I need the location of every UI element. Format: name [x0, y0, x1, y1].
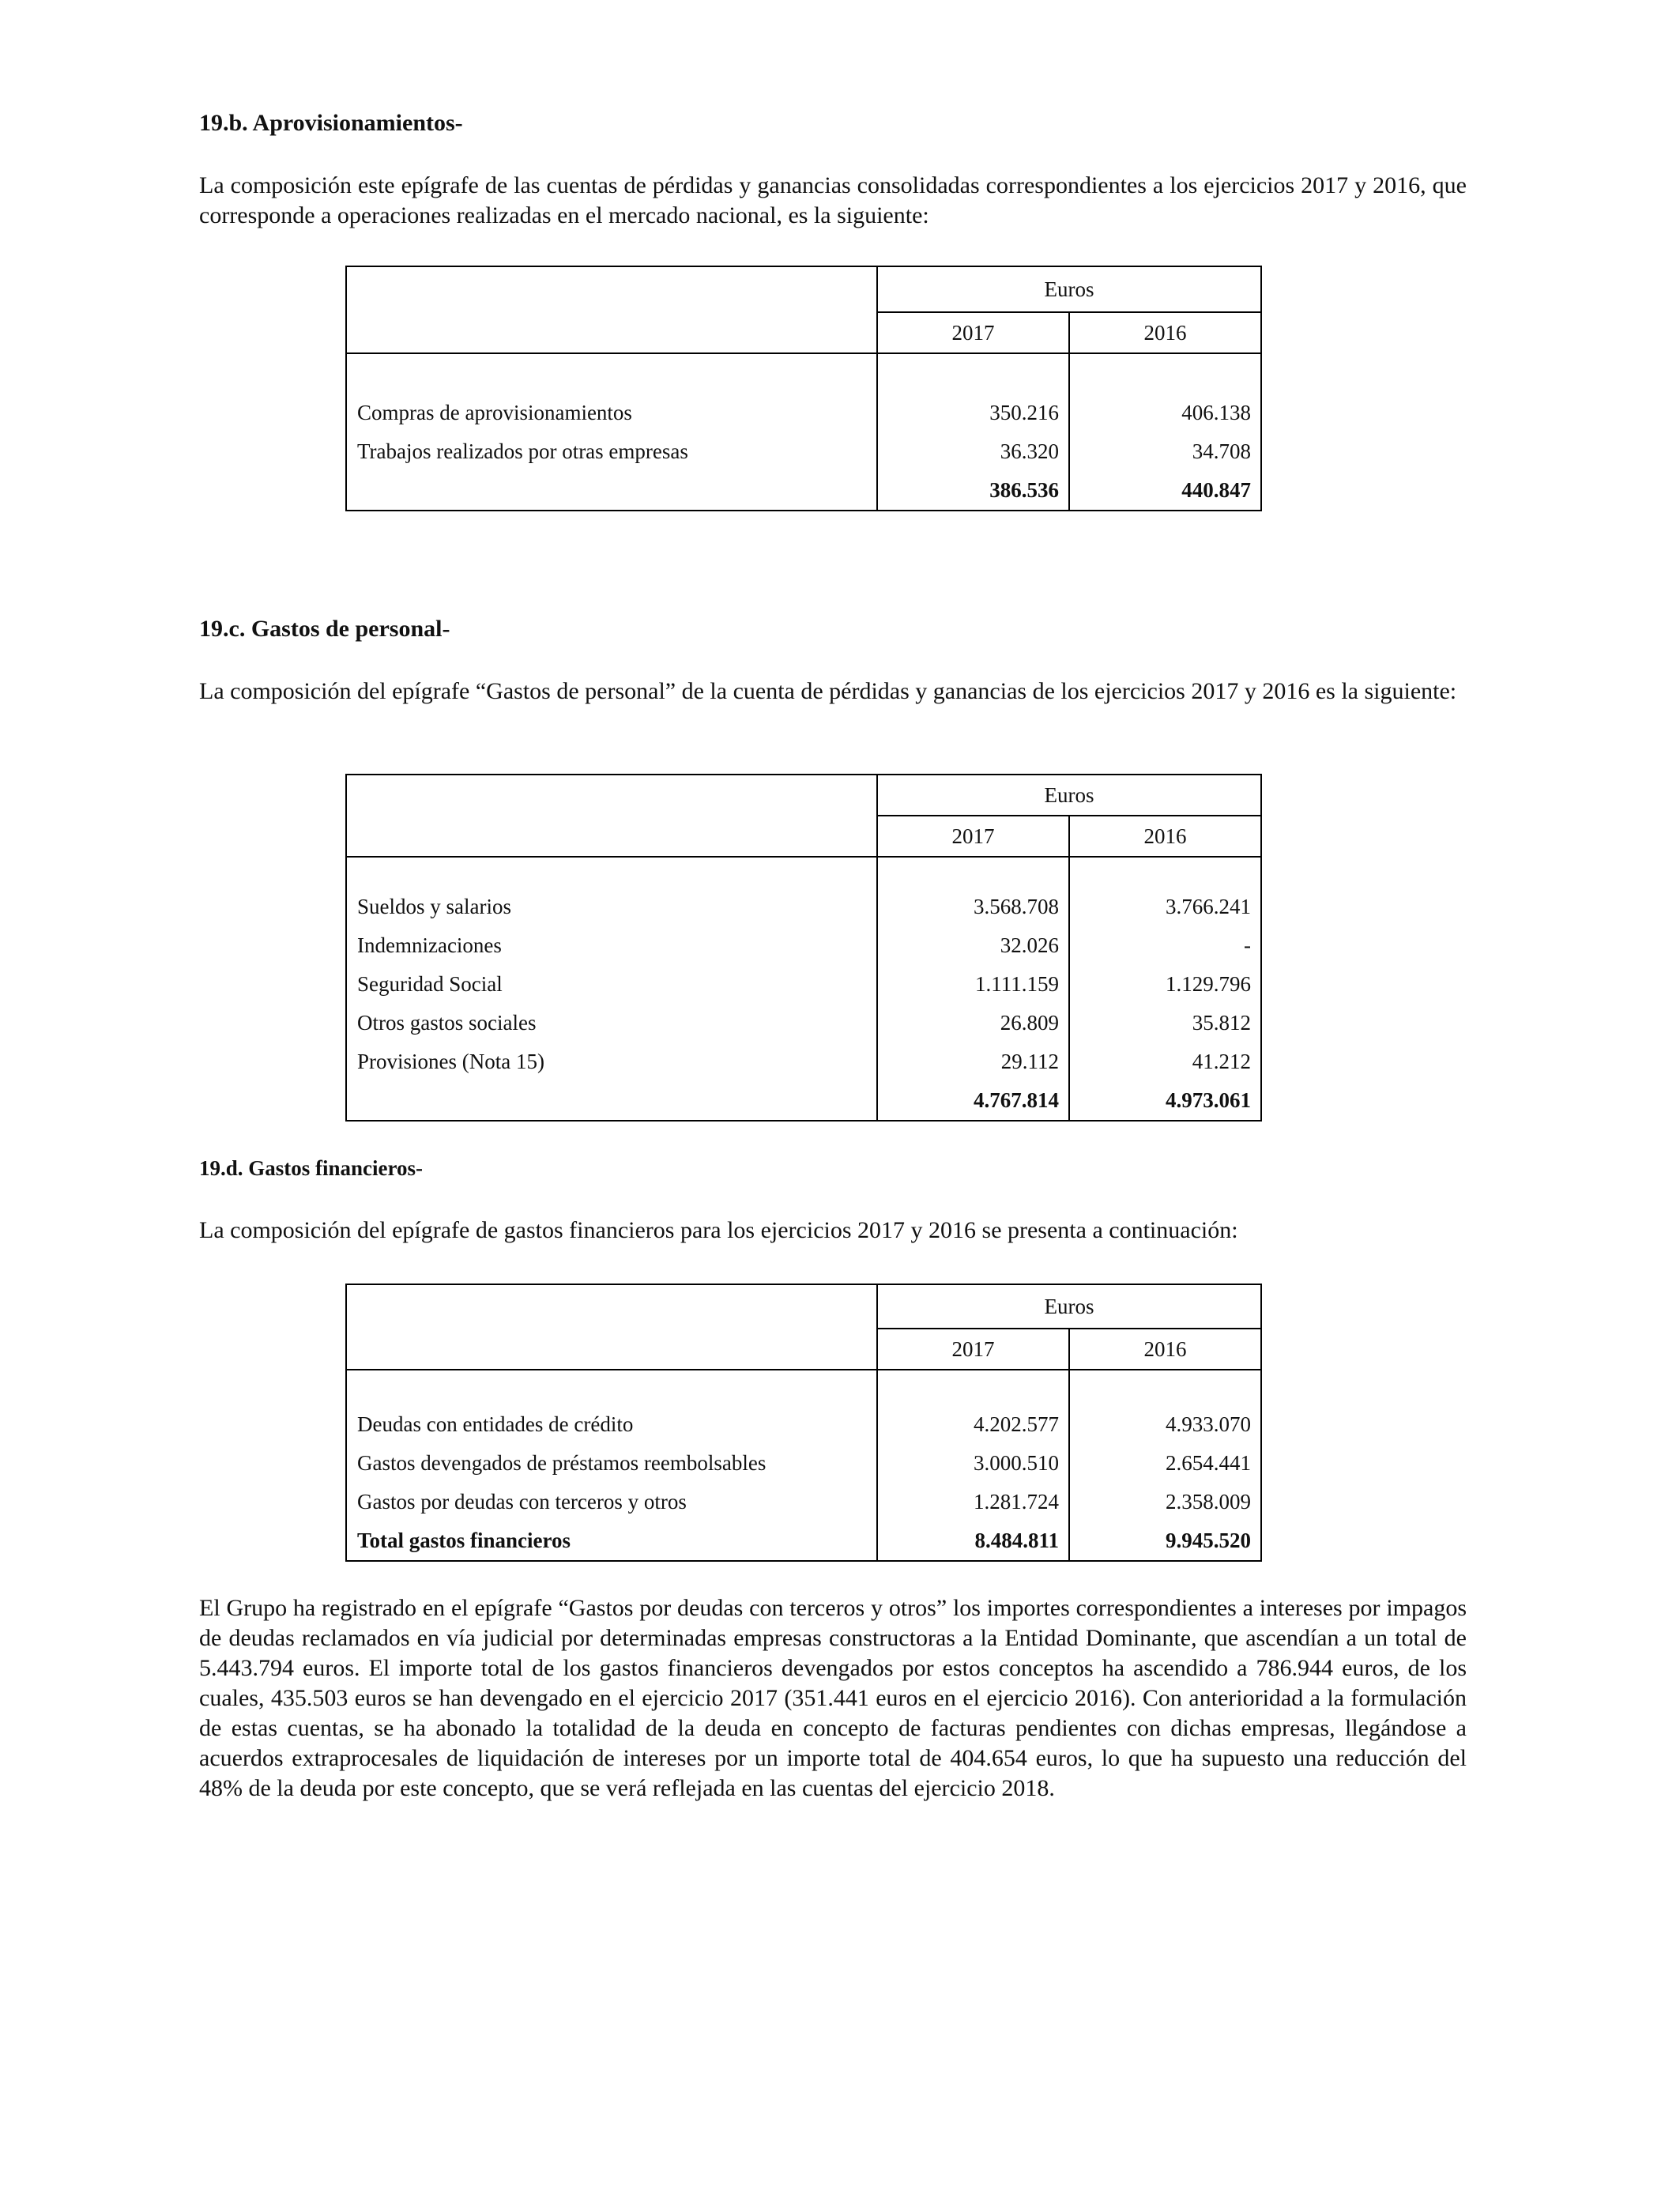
table-total-2017: 386.536	[989, 478, 1059, 502]
table-cell-2017: 3.568.708	[974, 895, 1059, 918]
table-group-header: Euros	[877, 1284, 1261, 1329]
table-row-label: Sueldos y salarios	[357, 895, 511, 918]
table-col-header-2017: 2017	[877, 1329, 1069, 1370]
table-2016-column	[1069, 1370, 1261, 1561]
table-cell-2017: 3.000.510	[974, 1451, 1059, 1475]
section-heading-aprovisionamientos: 19.b. Aprovisionamientos-	[199, 110, 463, 136]
table-row-label: Gastos devengados de préstamos reembolsables	[357, 1451, 767, 1475]
table-2017-column	[877, 857, 1069, 1121]
table-cell-2016: -	[1244, 933, 1251, 957]
table-col-header-2016: 2016	[1069, 816, 1261, 857]
table-2017-column	[877, 1370, 1069, 1561]
table-row-label: Seguridad Social	[357, 972, 503, 996]
table-group-header: Euros	[877, 775, 1261, 816]
table-cell-2017: 26.809	[1000, 1011, 1059, 1035]
table-cell-2016: 406.138	[1181, 401, 1251, 424]
table-total-2016: 9.945.520	[1166, 1529, 1251, 1552]
table-label-column	[346, 353, 877, 511]
table-row-label: Otros gastos sociales	[357, 1011, 537, 1035]
table-cell-2016: 41.212	[1192, 1050, 1251, 1073]
table-col-header-2016: 2016	[1069, 1329, 1261, 1370]
table-group-header: Euros	[877, 266, 1261, 312]
table-cell-2016: 34.708	[1192, 439, 1251, 463]
table-cell-2017: 350.216	[989, 401, 1059, 424]
table-cell-2016: 1.129.796	[1166, 972, 1251, 996]
table-total-label: Total gastos financieros	[357, 1529, 571, 1552]
closing-paragraph: El Grupo ha registrado en el epígrafe “Gastos por deudas con terceros y otros” los importes correspondientes a intereses por impagos de deudas reclamados en vía judicial por determinadas empresas constructoras a la Entidad Dominante, que ascendían a un total de 5.443.794 euros. El importe total de los gastos financieros devengados por estos conceptos ha ascendido a 786.944 euros, de los cuales, 435.503 euros se han devengado en el ejercicio 2017 (351.441 euros en el ejercicio 2016). Con anterioridad a la formulación de estas cuentas, se ha abonado la totalidad de la deuda en concepto de facturas pendientes con dichas empresas, llegándose a acuerdos extraprocesales de liquidación de intereses por un importe total de 404.654 euros, lo que ha supuesto una reducción del 48% de la deuda por este concepto, que se verá reflejada en las cuentas del ejercicio 2018.	[199, 1595, 1467, 1801]
table-total-label	[347, 1081, 876, 1120]
table-total-2017: 4.767.814	[974, 1088, 1059, 1112]
table-row-label: Gastos por deudas con terceros y otros	[357, 1490, 687, 1514]
table-col-header-2017: 2017	[877, 312, 1069, 353]
table-aprovisionamientos	[345, 266, 1262, 511]
table-corner-cell	[346, 1284, 877, 1370]
table-total-2016: 440.847	[1181, 478, 1251, 502]
table-2017-column	[877, 353, 1069, 511]
table-cell-2017: 1.281.724	[974, 1490, 1059, 1514]
table-cell-2016: 4.933.070	[1166, 1412, 1251, 1436]
table-corner-cell	[346, 266, 877, 353]
section-intro-aprovisionamientos: La composición este epígrafe de las cuentas de pérdidas y ganancias consolidadas correspondientes a los ejercicios 2017 y 2016, que corresponde a operaciones realizadas en el mercado nacional, es la siguiente:	[199, 172, 1467, 228]
table-gastos-personal	[345, 774, 1262, 1122]
table-row-label: Trabajos realizados por otras empresas	[357, 439, 688, 463]
section-intro-gastos-personal: La composición del epígrafe “Gastos de personal” de la cuenta de pérdidas y ganancias de los ejercicios 2017 y 2016 es la siguiente:	[199, 678, 1457, 704]
table-row-label: Provisiones (Nota 15)	[357, 1050, 544, 1073]
table-total-2016: 4.973.061	[1166, 1088, 1251, 1112]
table-cell-2016: 2.654.441	[1166, 1451, 1251, 1475]
table-row-label: Indemnizaciones	[357, 933, 502, 957]
section-intro-gastos-financieros: La composición del epígrafe de gastos financieros para los ejercicios 2017 y 2016 se presenta a continuación:	[199, 1217, 1238, 1243]
table-cell-2017: 32.026	[1000, 933, 1059, 957]
table-row-label: Compras de aprovisionamientos	[357, 401, 632, 424]
table-cell-2016: 3.766.241	[1166, 895, 1251, 918]
table-cell-2017: 4.202.577	[974, 1412, 1059, 1436]
table-cell-2017: 36.320	[1000, 439, 1059, 463]
table-corner-cell	[346, 775, 877, 857]
table-label-column	[346, 857, 877, 1121]
table-cell-2016: 35.812	[1192, 1011, 1251, 1035]
table-cell-2017: 1.111.159	[975, 972, 1059, 996]
table-gastos-financieros	[345, 1284, 1262, 1562]
table-col-header-2017: 2017	[877, 816, 1069, 857]
table-total-2017: 8.484.811	[974, 1529, 1059, 1552]
section-heading-gastos-financieros: 19.d. Gastos financieros-	[199, 1156, 424, 1180]
table-2016-column	[1069, 857, 1261, 1121]
table-cell-2016: 2.358.009	[1166, 1490, 1251, 1514]
table-2016-column	[1069, 353, 1261, 511]
section-heading-gastos-personal: 19.c. Gastos de personal-	[199, 616, 450, 642]
table-col-header-2016: 2016	[1069, 312, 1261, 353]
table-label-column	[346, 1370, 877, 1561]
table-row-label: Deudas con entidades de crédito	[357, 1412, 634, 1436]
table-total-label	[347, 471, 876, 510]
table-cell-2017: 29.112	[1000, 1050, 1059, 1073]
